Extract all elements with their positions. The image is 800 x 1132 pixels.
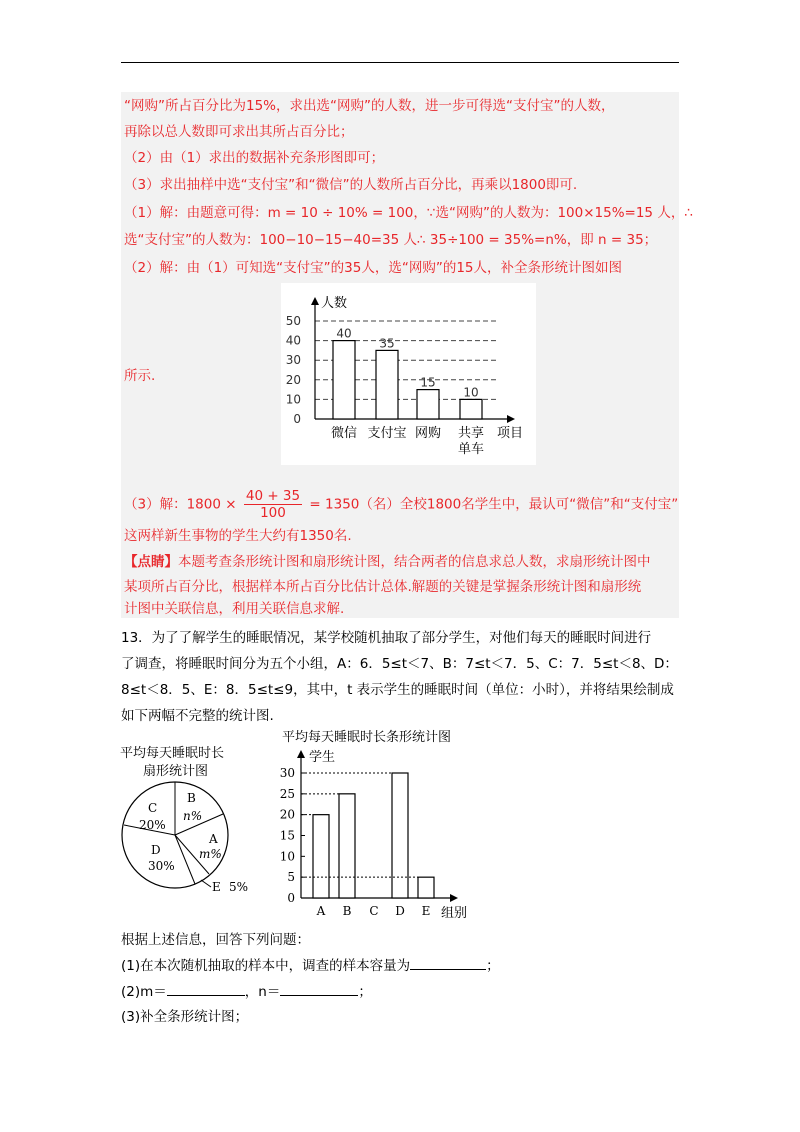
sub-question-2-end: ； [358, 984, 372, 1000]
solution-line-9 [124, 488, 678, 521]
x-tick-label: D [395, 904, 405, 918]
solution-bar-chart-svg [281, 283, 536, 465]
x-tick-label: E [421, 904, 431, 918]
sleep-bar-chart [278, 743, 488, 923]
pie-value-b: n% [183, 809, 203, 823]
sub-question-2-m: (2)m＝ [121, 984, 167, 1000]
header-rule [121, 62, 679, 63]
x-tick-label: 支付宝 [367, 426, 407, 441]
solution-line-10: 这两样新生事物的学生大约有1350名. [124, 528, 352, 544]
bar-value-label: 40 [336, 326, 352, 341]
pie-value-e: 5% [229, 880, 249, 894]
question-line-2: 了调查，将睡眠时间分为五个小组，A：6．5≤t＜7、B：7≤t＜7．5、C：7．5≤t＜8、D： [121, 656, 678, 672]
x-tick-label: B [342, 904, 352, 918]
bar-E [418, 877, 434, 898]
pie-label-c: C [148, 801, 158, 815]
comment-line-3: 计图中关联信息，利用关联信息求解. [124, 601, 345, 617]
sub-question-1 [121, 955, 500, 976]
bar-2 [417, 390, 439, 419]
answer-blank-1[interactable] [410, 955, 486, 970]
y-tick-label: 10 [285, 392, 301, 407]
x-axis-label: 组别 [441, 906, 468, 921]
sub-question-2 [121, 981, 372, 1002]
y-tick-label: 0 [287, 891, 295, 905]
fraction [244, 488, 302, 521]
y-tick-label: 5 [287, 870, 295, 885]
pie-leader-e [201, 880, 211, 887]
comment-text-1: 本题考查条形统计图和扇形统计图，结合两者的信息求总人数，求扇形统计图中 [178, 554, 651, 570]
bar2-title-text: 平均每天睡眠时长条形统计图 [282, 730, 452, 745]
y-tick-label: 30 [285, 353, 301, 368]
pie-label-d: D [151, 843, 161, 857]
x-tick-label: 网购 [414, 426, 442, 441]
x-tick-label: C [369, 904, 379, 918]
solution-line-1: “网购”所占百分比为15%，求出选“网购”的人数，进一步可得选“支付宝”的人数， [124, 98, 615, 114]
y-axis-arrow [297, 750, 305, 758]
y-tick-label: 30 [279, 766, 295, 780]
y-tick-label: 0 [293, 412, 301, 426]
bar-value-label: 35 [379, 336, 395, 351]
solution-bar-chart [281, 283, 536, 465]
comment-tag: 【点睛】 [124, 554, 178, 570]
y-tick-label: 10 [279, 849, 295, 864]
sub-question-1-end: ； [486, 958, 500, 974]
pie-label-e: E [212, 880, 221, 894]
x-axis-arrow [507, 415, 515, 423]
question-line-1: 13．为了了解学生的睡眠情况，某学校随机抽取了部分学生，对他们每天的睡眠时间进行 [121, 630, 652, 646]
y-tick-label: 25 [279, 786, 295, 801]
bar-value-label: 15 [420, 375, 436, 390]
x-axis-label: 项目 [497, 426, 524, 441]
y-tick-label: 40 [285, 333, 301, 348]
fraction-denominator: 100 [260, 505, 286, 521]
pie-value-c: 20% [139, 818, 166, 832]
answer-blank-m[interactable] [167, 981, 245, 996]
comment-line-1 [124, 552, 651, 572]
pie-chart [115, 780, 265, 900]
solution-line-7: （2）解：由（1）可知选“支付宝”的35人，选“网购”的15人，补全条形统计图如图 [124, 260, 623, 276]
sub-question-3: (3)补全条形统计图； [121, 1009, 249, 1025]
bar-1 [376, 350, 398, 419]
comment-line-2: 某项所占百分比，根据样本所占百分比估计总体.解题的关键是掌握条形统计图和扇形统 [124, 579, 642, 595]
bar-B [339, 794, 355, 898]
y-tick-label: 20 [285, 372, 301, 387]
ask-line: 根据上述信息，回答下列问题： [121, 932, 310, 948]
bar-value-label: 10 [463, 385, 479, 400]
y-tick-label: 15 [279, 828, 295, 843]
bar-0 [333, 341, 355, 419]
x-tick-label: A [316, 904, 326, 918]
y-tick-label: 20 [279, 807, 295, 822]
solution-line-9-prefix: （3）解：1800 × [124, 496, 237, 513]
question-line-4: 如下两幅不完整的统计图. [121, 708, 274, 724]
solution-line-9-suffix: = 1350（名）全校1800名学生中，最认可“微信”和“支付宝” [309, 496, 679, 513]
solution-line-6: 选“支付宝”的人数为：100−10−15−40=35 人∴ 35÷100 = 35%=n%，即 n = 35； [124, 232, 658, 248]
solution-line-5: （1）解：由题意可得：m = 10 ÷ 10% = 100，∵选“网购”的人数为：100×15%=15 人，∴ [124, 205, 693, 221]
solution-line-2: 再除以总人数即可求出其所占百分比； [124, 124, 354, 140]
bar-3 [460, 399, 482, 419]
pie-divider-ae [175, 835, 195, 884]
bar-D [392, 773, 408, 898]
solution-line-4: （3）求出抽样中选“支付宝”和“微信”的人数所占百分比，再乘以1800即可. [124, 177, 578, 193]
y-tick-label: 50 [285, 314, 301, 328]
sub-question-1-text: (1)在本次随机抽取的样本中，调查的样本容量为 [121, 958, 411, 974]
solution-line-3: （2）由（1）求出的数据补充条形图即可； [124, 150, 385, 166]
fraction-numerator: 40 + 35 [245, 488, 301, 504]
pie-title-2: 扇形统计图 [143, 764, 209, 779]
sub-question-2-n: ，n＝ [244, 984, 281, 1000]
pie-value-a: m% [199, 847, 222, 861]
x-tick-label-line2: 单车 [457, 442, 485, 457]
bar-A [313, 815, 329, 898]
answer-blank-n[interactable] [280, 981, 358, 996]
y-axis-label: 人数 [321, 296, 348, 311]
pie-title-1: 平均每天睡眠时长 [120, 746, 225, 761]
x-tick-label: 微信 [330, 426, 358, 441]
y-axis-label: 学生 [309, 750, 336, 765]
y-axis-arrow [311, 297, 319, 305]
question-line-3: 8≤t＜8．5、E：8．5≤t≤9，其中，t 表示学生的睡眠时间（单位：小时），并将结果绘制成 [121, 682, 674, 698]
solution-line-8: 所示. [124, 368, 156, 384]
pie-label-a: A [209, 832, 218, 846]
pie-value-d: 30% [148, 859, 175, 873]
x-axis-arrow [450, 894, 458, 902]
x-tick-label: 共享 [457, 426, 485, 441]
pie-label-b: B [187, 791, 196, 805]
